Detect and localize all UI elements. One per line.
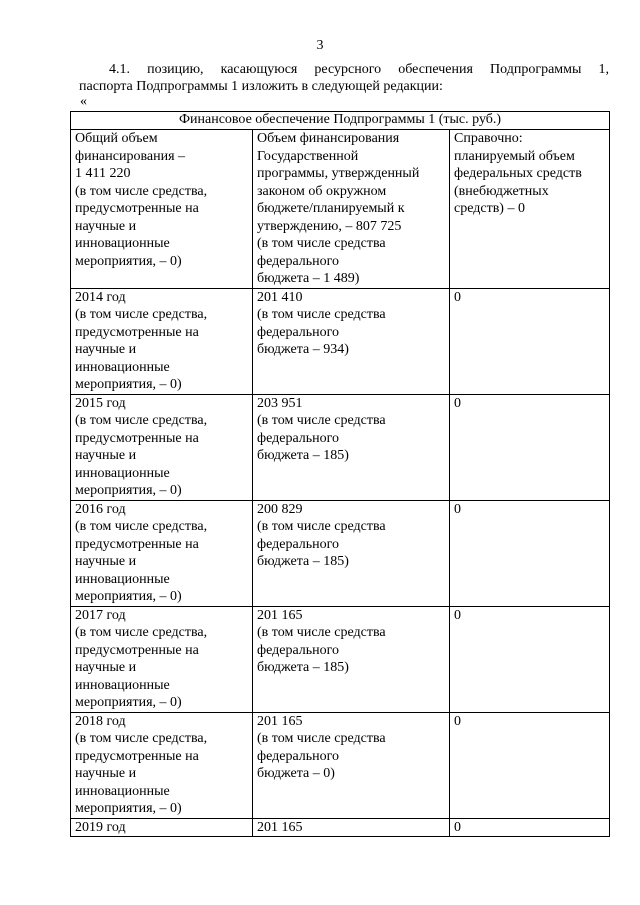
cell-text-line: (в том числе средства xyxy=(257,413,386,428)
cell-text-line: утверждению, – 807 725 xyxy=(257,218,402,234)
program-funding-cell xyxy=(253,394,450,500)
federal-funds-cell xyxy=(450,606,610,712)
opening-quote-mark: « xyxy=(80,94,87,109)
cell-text-line: 2019 год xyxy=(75,819,126,835)
cell-text-line: предусмотренные на xyxy=(75,536,199,552)
federal-funds-cell xyxy=(450,500,610,606)
cell-text-line: предусмотренные на xyxy=(75,748,199,764)
cell-text-line: 203 951 xyxy=(257,395,303,411)
cell-text-line: финансирования – xyxy=(75,148,186,164)
cell-text-line: научные и xyxy=(75,218,137,234)
cell-text-line: мероприятия, – 0) xyxy=(75,377,182,392)
cell-text-line: Справочно: xyxy=(454,131,523,146)
cell-text-line: бюджета – 185) xyxy=(257,554,349,569)
cell-text-line: мероприятия, – 0) xyxy=(75,483,182,498)
cell-text-line: федерального xyxy=(257,536,340,552)
cell-text-line: (в том числе средства, xyxy=(75,731,208,746)
cell-text-line: мероприятия, – 0) xyxy=(75,589,182,604)
cell-text-line: 0 xyxy=(454,607,461,623)
cell-text-line: 0 xyxy=(454,713,461,729)
cell-text-line: инновационные xyxy=(75,571,170,587)
cell-text-line: предусмотренные на xyxy=(75,642,199,658)
cell-text-line: 1 411 220 xyxy=(75,166,131,181)
cell-text-line: предусмотренные на xyxy=(75,430,199,446)
cell-text-line: средств) – 0 xyxy=(454,201,525,216)
cell-text-line: мероприятия, – 0) xyxy=(75,801,182,816)
cell-text-line: (внебюджетных xyxy=(454,183,549,199)
federal-funds-cell xyxy=(450,130,610,289)
total-funding-cell xyxy=(71,500,253,606)
table-row xyxy=(71,500,610,606)
cell-text-line: 0 xyxy=(454,289,461,305)
total-funding-cell xyxy=(71,130,253,289)
cell-text-line: инновационные xyxy=(75,783,170,799)
cell-text-line: (в том числе средства xyxy=(257,519,386,534)
cell-text-line: 0 xyxy=(454,819,461,835)
intro-paragraph-line1: 4.1. позицию, касающуюся ресурсного обеспечения Подпрограммы 1, xyxy=(109,62,609,77)
program-funding-cell xyxy=(253,606,450,712)
total-funding-cell xyxy=(71,288,253,394)
cell-text-line: мероприятия, – 0) xyxy=(75,253,182,269)
page-number: 3 xyxy=(316,38,324,53)
cell-text-line: 201 410 xyxy=(257,289,303,305)
cell-text-line: 200 829 xyxy=(257,501,303,517)
cell-text-line: научные и xyxy=(75,766,137,781)
total-funding-cell xyxy=(71,606,253,712)
cell-text-line: 0 xyxy=(454,395,461,411)
cell-text-line: федерального xyxy=(257,748,340,764)
cell-text-line: научные и xyxy=(75,342,137,357)
cell-text-line: 2017 год xyxy=(75,607,126,623)
cell-text-line: 2015 год xyxy=(75,395,126,411)
cell-text-line: программы, утвержденный xyxy=(257,166,420,181)
table-row xyxy=(71,606,610,712)
cell-text-line: законом об окружном xyxy=(257,183,387,199)
cell-text-line: инновационные xyxy=(75,677,170,693)
cell-text-line: (в том числе средства, xyxy=(75,519,208,534)
cell-text-line: федеральных средств xyxy=(454,166,582,181)
cell-text-line: (в том числе средства, xyxy=(75,307,208,322)
federal-funds-cell xyxy=(450,288,610,394)
cell-text-line: научные и xyxy=(75,660,137,675)
cell-text-line: 2014 год xyxy=(75,289,126,305)
cell-text-line: научные и xyxy=(75,554,137,569)
cell-text-line: федерального xyxy=(257,430,340,446)
total-funding-cell xyxy=(71,818,253,837)
cell-text-line: 2016 год xyxy=(75,501,126,517)
program-funding-cell xyxy=(253,818,450,837)
cell-text-line: бюджета – 185) xyxy=(257,448,349,463)
cell-text-line: инновационные xyxy=(75,359,170,375)
cell-text-line: бюджета – 1 489) xyxy=(257,271,360,286)
cell-text-line: планируемый объем xyxy=(454,148,575,164)
table-row xyxy=(71,818,610,837)
cell-text-line: Общий объем xyxy=(75,131,158,146)
cell-text-line: бюджета – 185) xyxy=(257,660,349,675)
cell-text-line: (в том числе средства, xyxy=(75,183,208,199)
cell-text-line: федерального xyxy=(257,324,340,340)
federal-funds-cell xyxy=(450,394,610,500)
cell-text-line: 0 xyxy=(454,501,461,517)
table-row xyxy=(71,394,610,500)
cell-text-line: бюджета – 934) xyxy=(257,342,349,357)
table-row xyxy=(71,712,610,818)
cell-text-line: мероприятия, – 0) xyxy=(75,695,182,710)
total-funding-cell xyxy=(71,712,253,818)
program-funding-cell xyxy=(253,130,450,289)
program-funding-cell xyxy=(253,288,450,394)
cell-text-line: федерального xyxy=(257,642,340,658)
cell-text-line: инновационные xyxy=(75,236,170,251)
federal-funds-cell xyxy=(450,818,610,837)
cell-text-line: (в том числе средства, xyxy=(75,625,208,640)
cell-text-line: 2018 год xyxy=(75,713,126,729)
funding-table xyxy=(70,111,610,837)
intro-paragraph-line2: паспорта Подпрограммы 1 изложить в следующей редакции: xyxy=(79,79,443,94)
cell-text-line: (в том числе средства xyxy=(257,307,386,322)
cell-text-line: предусмотренные на xyxy=(75,201,199,216)
table-caption-row xyxy=(71,112,610,130)
cell-text-line: бюджете/планируемый к xyxy=(257,201,405,216)
cell-text-line: бюджета – 0) xyxy=(257,766,335,781)
table-row xyxy=(71,288,610,394)
table-caption: Финансовое обеспечение Подпрограммы 1 (тыс. руб.) xyxy=(71,112,610,130)
cell-text-line: 201 165 xyxy=(257,713,303,729)
cell-text-line: предусмотренные на xyxy=(75,324,199,340)
cell-text-line: (в том числе средства xyxy=(257,731,386,746)
cell-text-line: (в том числе средства xyxy=(257,625,386,640)
cell-text-line: 201 165 xyxy=(257,607,303,623)
cell-text-line: Объем финансирования xyxy=(257,131,400,146)
table-header-row xyxy=(71,130,610,289)
cell-text-line: Государственной xyxy=(257,148,359,164)
cell-text-line: научные и xyxy=(75,448,137,463)
total-funding-cell xyxy=(71,394,253,500)
cell-text-line: (в том числе средства, xyxy=(75,413,208,428)
cell-text-line: (в том числе средства xyxy=(257,236,386,251)
cell-text-line: федерального xyxy=(257,253,340,269)
program-funding-cell xyxy=(253,712,450,818)
cell-text-line: инновационные xyxy=(75,465,170,481)
cell-text-line: 201 165 xyxy=(257,819,303,835)
program-funding-cell xyxy=(253,500,450,606)
federal-funds-cell xyxy=(450,712,610,818)
